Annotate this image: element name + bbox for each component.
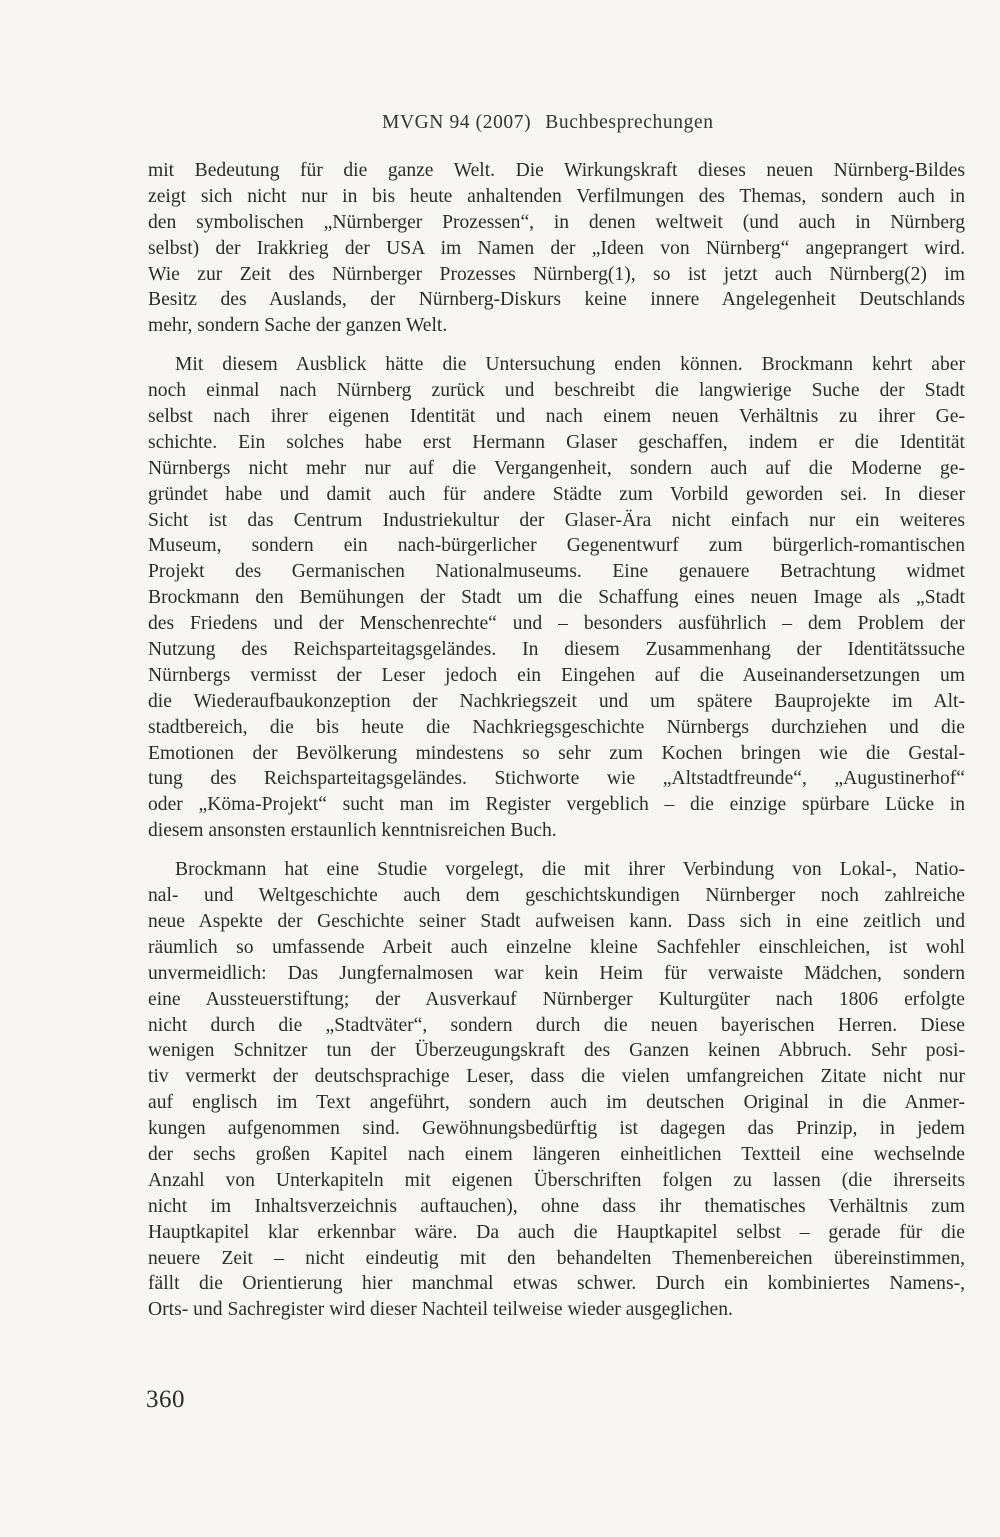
- text-line: nicht durch die „Stadtväter“, sondern durch die neuen bayerischen Herren. Diese: [148, 1014, 965, 1036]
- text-line: mehr, sondern Sache der ganzen Welt.: [148, 315, 448, 337]
- text-line: tiv vermerkt der deutschsprachige Leser, dass die vielen umfangreichen Zitate nicht nur: [148, 1066, 965, 1088]
- paragraph: [148, 352, 965, 844]
- text-line: räumlich so umfassende Arbeit auch einzelne kleine Sachfehler einschleichen, ist wohl: [148, 936, 965, 958]
- text-line: unvermeidlich: Das Jungfernalmosen war kein Heim für verwaiste Mädchen, sondern: [148, 962, 965, 984]
- text-line: des Friedens und der Menschenrechte“ und – besonders ausführlich – dem Problem der: [148, 613, 965, 635]
- text-line: Besitz des Auslands, der Nürnberg-Diskurs keine innere Angelegenheit Deutschlands: [148, 289, 965, 311]
- text-line: Anzahl von Unterkapiteln mit eigenen Überschriften folgen zu lassen (die ihrerseits: [148, 1169, 965, 1191]
- text-line: noch einmal nach Nürnberg zurück und beschreibt die langwierige Suche der Stadt: [148, 380, 965, 402]
- text-line: mit Bedeutung für die ganze Welt. Die Wirkungskraft dieses neuen Nürnberg-Bildes: [148, 160, 965, 181]
- text-line: fällt die Orientierung hier manchmal etwas schwer. Durch ein kombiniertes Namens-,: [148, 1273, 965, 1295]
- text-line: selbst) der Irakkrieg der USA im Namen der „Ideen von Nürnberg“ angeprangert wird.: [148, 237, 965, 259]
- text-line: tung des Reichsparteitagsgeländes. Stichworte wie „Altstadtfreunde“, „Augustinerhof“: [148, 768, 965, 790]
- text-line: Nürnbergs nicht mehr nur auf die Vergangenheit, sondern auch auf die Moderne ge-: [148, 457, 965, 479]
- text-line: den symbolischen „Nürnberger Prozessen“, in denen weltweit (und auch in Nürnberg: [148, 211, 965, 233]
- text-line: stadtbereich, die bis heute die Nachkriegsgeschichte Nürnbergs durchziehen und die: [148, 716, 965, 738]
- text-line: auf englisch im Text angeführt, sondern auch im deutschen Original in die Anmer-: [148, 1092, 965, 1114]
- text-line: wenigen Schnitzer tun der Überzeugungskraft des Ganzen keinen Abbruch. Sehr posi-: [148, 1040, 965, 1062]
- running-head: [382, 112, 782, 134]
- journal-citation: MVGN 94 (2007): [382, 112, 532, 133]
- body-text: [148, 158, 965, 1323]
- text-line: Mit diesem Ausblick hätte die Untersuchung enden können. Brockmann kehrt aber: [175, 354, 965, 376]
- text-line: Brockmann den Bemühungen der Stadt um die Schaffung eines neuen Image als „Stadt: [148, 587, 965, 609]
- text-line: Wie zur Zeit des Nürnberger Prozesses Nürnberg(1), so ist jetzt auch Nürnberg(2) im: [148, 263, 965, 285]
- text-line: diesem ansonsten erstaunlich kenntnisreichen Buch.: [148, 820, 557, 842]
- paragraph: [148, 857, 965, 1323]
- text-line: neue Aspekte der Geschichte seiner Stadt aufweisen kann. Dass sich in eine zeitlich und: [148, 910, 965, 932]
- section-title: Buchbesprechungen: [545, 112, 714, 133]
- text-line: Emotionen der Bevölkerung mindestens so sehr zum Kochen bringen wie die Gestal-: [148, 742, 965, 764]
- text-line: gründet habe und damit auch für andere Städte zum Vorbild geworden sei. In dieser: [148, 483, 965, 505]
- text-line: Brockmann hat eine Studie vorgelegt, die mit ihrer Verbindung von Lokal-, Natio-: [175, 859, 965, 881]
- text-line: die Wiederaufbaukonzeption der Nachkriegszeit und um spätere Bauprojekte im Alt-: [148, 690, 965, 712]
- text-line: kungen aufgenommen sind. Gewöhnungsbedürftig ist dagegen das Prinzip, in jedem: [148, 1118, 965, 1140]
- text-line: Museum, sondern ein nach-bürgerlicher Gegenentwurf zum bürgerlich-romantischen: [148, 535, 965, 557]
- text-line: Projekt des Germanischen Nationalmuseums. Eine genauere Betrachtung widmet: [148, 561, 965, 583]
- text-line: schichte. Ein solches habe erst Hermann Glaser geschaffen, indem er die Identität: [148, 431, 965, 453]
- text-line: nal- und Weltgeschichte auch dem geschichtskundigen Nürnberger noch zahlreiche: [148, 885, 965, 907]
- text-line: nicht im Inhaltsverzeichnis auftauchen), ohne dass ihr thematisches Verhältnis zum: [148, 1195, 965, 1217]
- text-line: Nutzung des Reichsparteitagsgeländes. In diesem Zusammenhang der Identitätssuche: [148, 639, 965, 661]
- text-line: oder „Köma-Projekt“ sucht man im Register vergeblich – die einzige spürbare Lücke in: [148, 794, 965, 816]
- text-line: neuere Zeit – nicht eindeutig mit den behandelten Themenbereichen übereinstimmen,: [148, 1247, 965, 1269]
- text-line: Nürnbergs vermisst der Leser jedoch ein Eingehen auf die Auseinandersetzungen um: [148, 664, 965, 686]
- text-line: selbst nach ihrer eigenen Identität und nach einem neuen Verhältnis zu ihrer Ge-: [148, 406, 965, 428]
- text-line: Hauptkapitel klar erkennbar wäre. Da auch die Hauptkapitel selbst – gerade für die: [148, 1221, 965, 1243]
- paragraph: [148, 158, 965, 339]
- text-line: Sicht ist das Centrum Industriekultur der Glaser-Ära nicht einfach nur ein weiteres: [148, 509, 965, 531]
- text-line: Orts- und Sachregister wird dieser Nachteil teilweise wieder ausgeglichen.: [148, 1299, 733, 1321]
- text-line: eine Aussteuerstiftung; der Ausverkauf Nürnberger Kulturgüter nach 1806 erfolgte: [148, 988, 965, 1010]
- text-line: zeigt sich nicht nur in bis heute anhaltenden Verfilmungen des Themas, sondern auch in: [148, 185, 965, 207]
- page-number: 360: [146, 1386, 185, 1413]
- text-line: der sechs großen Kapitel nach einem längeren einheitlichen Textteil eine wechselnde: [148, 1143, 965, 1165]
